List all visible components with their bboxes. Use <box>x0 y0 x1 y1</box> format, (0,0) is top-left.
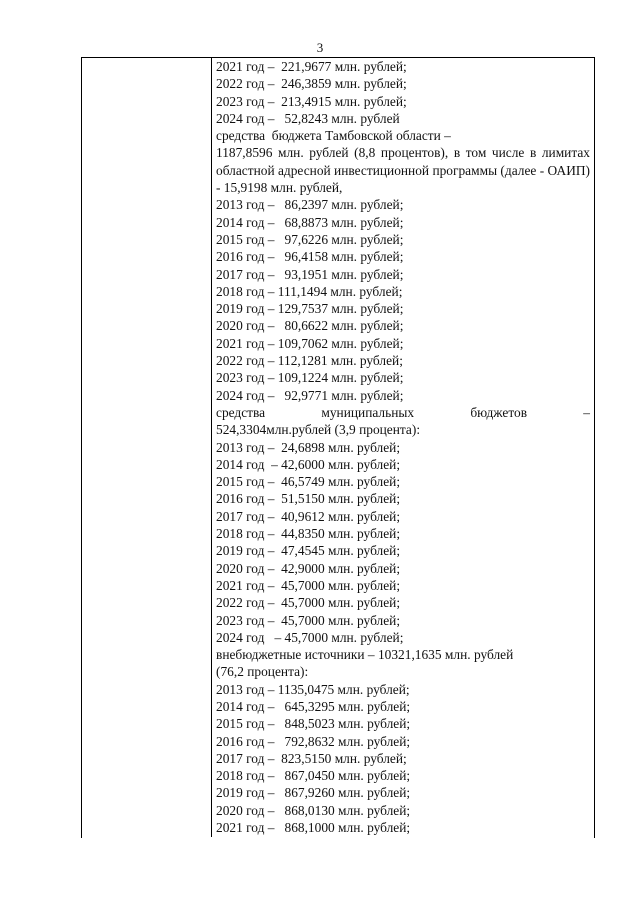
year-line: 2022 год – 112,1281 млн. рублей; <box>216 353 403 369</box>
year-line: 2020 год – 868,0130 млн. рублей; <box>216 802 411 818</box>
year-line: 2015 год – 97,6226 млн. рублей; <box>216 231 404 247</box>
year-line: 2015 год – 848,5023 млн. рублей; <box>216 716 411 732</box>
municipal-budget-heading <box>216 404 590 421</box>
year-line: 2018 год – 44,8350 млн. рублей; <box>216 526 401 542</box>
year-line: 2015 год – 46,5749 млн. рублей; <box>216 474 401 490</box>
year-line: 2019 год – 867,9260 млн. рублей; <box>216 785 411 801</box>
year-line: 2016 год – 792,8632 млн. рублей; <box>216 733 411 749</box>
heading-word: – <box>583 404 590 420</box>
year-line: 2013 год – 1135,0475 млн. рублей; <box>216 681 410 697</box>
heading-word: средства <box>216 404 266 420</box>
year-line: 2014 год – 42,6000 млн. рублей; <box>216 456 401 472</box>
year-line: 2022 год – 246,3859 млн. рублей; <box>216 76 407 92</box>
column-divider <box>211 57 212 837</box>
year-line: 2023 год – 45,7000 млн. рублей; <box>216 612 401 628</box>
year-line: 2020 год – 42,9000 млн. рублей; <box>216 560 401 576</box>
year-line: 2023 год – 109,1224 млн. рублей; <box>216 370 404 386</box>
regional-budget-heading: средства бюджета Тамбовской области – <box>216 128 451 144</box>
year-line: 2024 год – 92,9771 млн. рублей; <box>216 387 404 403</box>
year-line: 2024 год – 52,8243 млн. рублей <box>216 110 400 126</box>
heading-word: бюджетов <box>470 404 528 420</box>
year-line: 2021 год – 868,1000 млн. рублей; <box>216 820 411 836</box>
year-line: 2014 год – 68,8873 млн. рублей; <box>216 214 404 230</box>
extrabudgetary-share-line: (76,2 процента): <box>216 664 309 680</box>
heading-word: муниципальных <box>321 404 415 420</box>
left-column-cell <box>82 58 211 837</box>
year-line: 2013 год – 24,6898 млн. рублей; <box>216 439 401 455</box>
year-line: 2016 год – 51,5150 млн. рублей; <box>216 491 401 507</box>
year-line: 2021 год – 109,7062 млн. рублей; <box>216 335 404 351</box>
year-line: 2013 год – 86,2397 млн. рублей; <box>216 197 404 213</box>
year-line: 2023 год – 213,4915 млн. рублей; <box>216 93 407 109</box>
extrabudgetary-heading: внебюджетные источники – 10321,1635 млн. рублей <box>216 647 514 663</box>
year-line: 2024 год – 45,7000 млн. рублей; <box>216 629 404 645</box>
year-line: 2017 год – 823,5150 млн. рублей; <box>216 750 407 766</box>
year-line: 2014 год – 645,3295 млн. рублей; <box>216 698 411 714</box>
year-line: 2018 год – 111,1494 млн. рублей; <box>216 283 403 299</box>
year-line: 2017 год – 40,9612 млн. рублей; <box>216 508 401 524</box>
year-line: 2018 год – 867,0450 млн. рублей; <box>216 768 411 784</box>
year-line: 2022 год – 45,7000 млн. рублей; <box>216 595 401 611</box>
year-line: 2019 год – 47,4545 млн. рублей; <box>216 543 401 559</box>
year-line: 2021 год – 221,9677 млн. рублей; <box>216 59 407 74</box>
funding-text-cell <box>216 58 590 836</box>
year-line: 2021 год – 45,7000 млн. рублей; <box>216 577 401 593</box>
page-number: 3 <box>316 40 324 55</box>
year-line: 2019 год – 129,7537 млн. рублей; <box>216 301 404 317</box>
year-line: 2020 год – 80,6622 млн. рублей; <box>216 318 404 334</box>
year-line: 2016 год – 96,4158 млн. рублей; <box>216 249 404 265</box>
municipal-total-line: 524,3304млн.рублей (3,9 процента): <box>216 422 421 438</box>
year-line: 2017 год – 93,1951 млн. рублей; <box>216 266 404 282</box>
regional-budget-paragraph: 1187,8596 млн. рублей (8,8 процентов), в том числе в лимитах областной адресной инвестиционной программы (далее - ОАИП) - 15,9198 млн. рублей, <box>216 145 590 196</box>
